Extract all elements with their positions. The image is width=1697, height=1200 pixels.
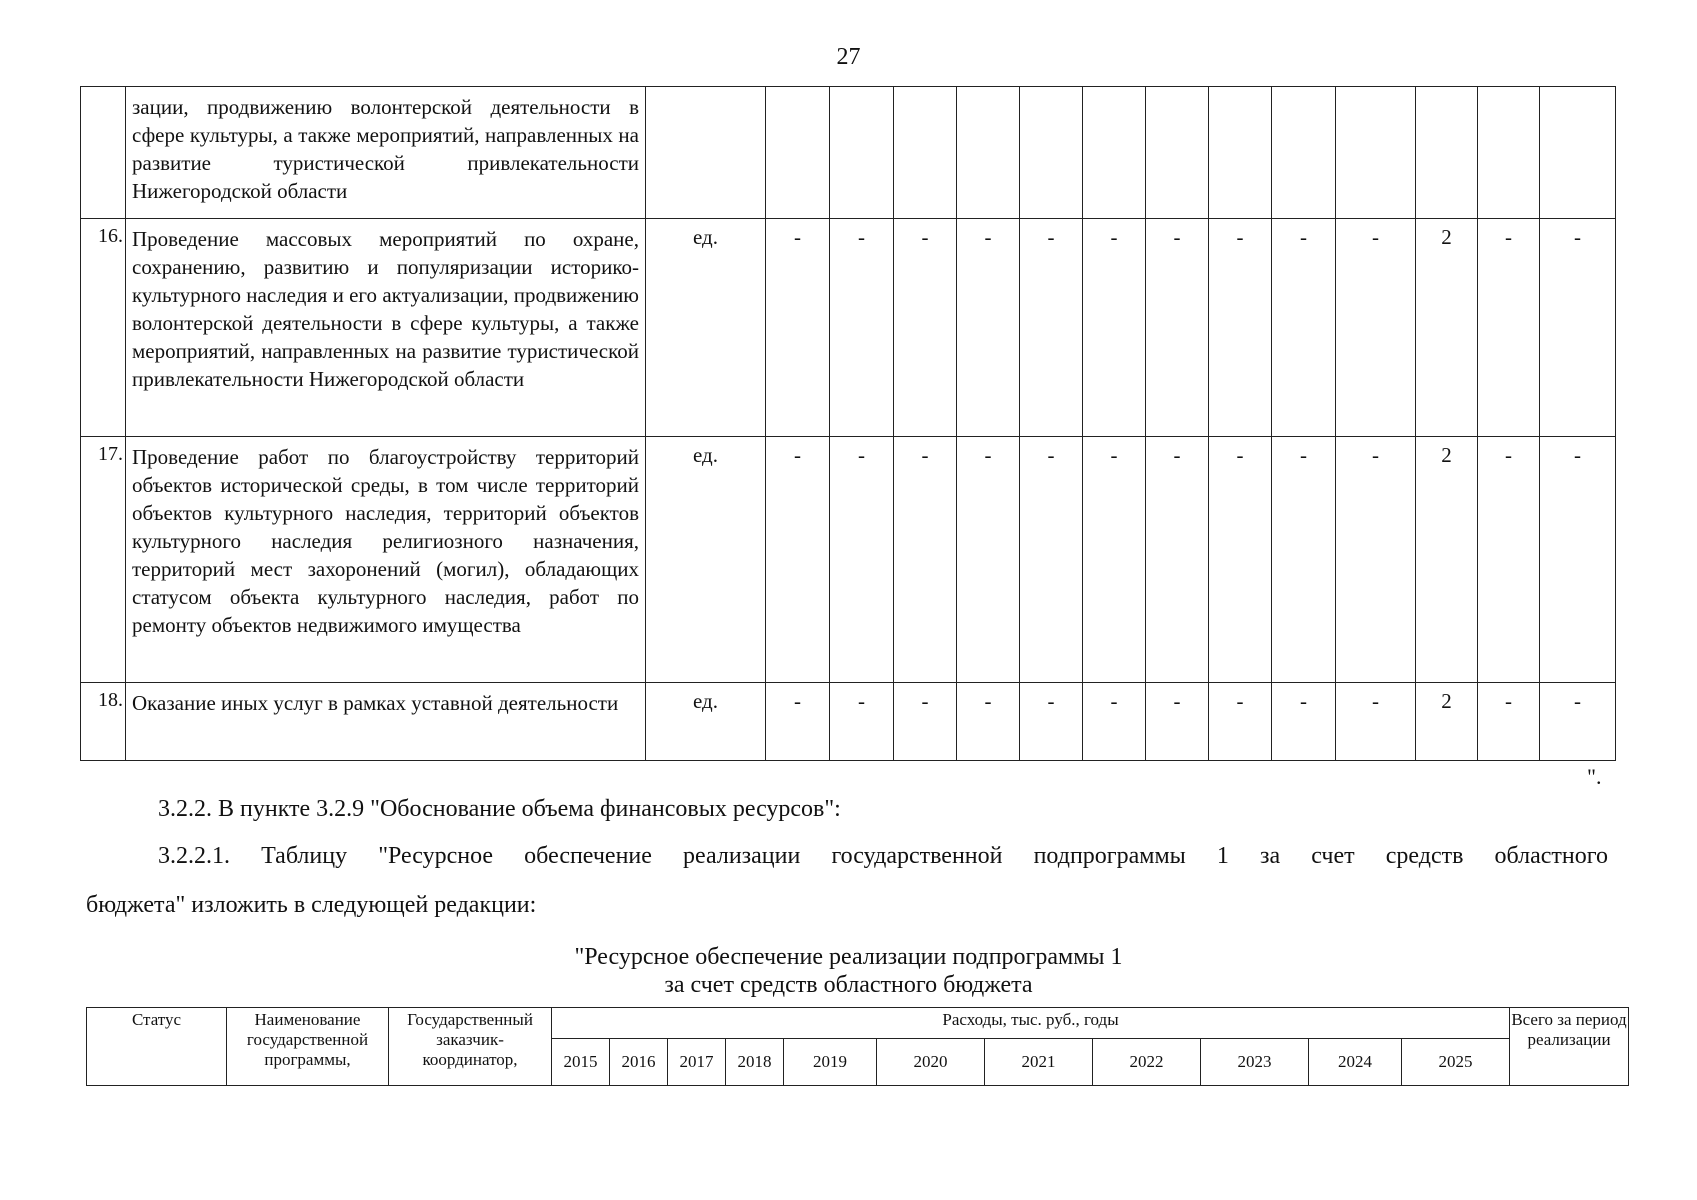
header-year: 2022 — [1093, 1039, 1201, 1086]
header-year: 2025 — [1402, 1039, 1510, 1086]
header-year: 2024 — [1309, 1039, 1402, 1086]
row-value: - — [1146, 219, 1209, 437]
header-year: 2020 — [877, 1039, 985, 1086]
row-value — [1272, 87, 1336, 219]
row-name: Проведение работ по благоустройству территорий объектов исторической среды, в том числе территорий объектов культурного наследия, территорий объектов культурного наследия религиозного назначения, территорий мест захоронений (могил), обладающих статусом объекта культурного наследия, работ по ремонту объектов недвижимого имущества — [126, 437, 646, 683]
row-value — [1416, 87, 1478, 219]
paragraph-continuation: бюджета" изложить в следующей редакции: — [86, 892, 537, 918]
row-value: - — [766, 683, 830, 761]
row-value: - — [830, 683, 894, 761]
header-total: Всего за период реализации — [1510, 1008, 1629, 1086]
row-value: - — [1272, 683, 1336, 761]
row-value — [1146, 87, 1209, 219]
row-value — [894, 87, 957, 219]
row-value: - — [1336, 219, 1416, 437]
row-value: - — [1020, 683, 1083, 761]
row-number — [81, 87, 126, 219]
row-value — [957, 87, 1020, 219]
resource-table-header — [86, 1007, 1629, 1086]
row-value: - — [1209, 219, 1272, 437]
row-name: зации, продвижению волонтерской деятельности в сфере культуры, а также мероприятий, направленных на развитие туристической привлекательности Нижегородской области — [126, 87, 646, 219]
row-value: - — [1020, 437, 1083, 683]
header-program-name: Наименование государственной программы, — [227, 1008, 389, 1086]
page-number: 27 — [836, 44, 861, 70]
row-value: - — [957, 683, 1020, 761]
row-value: - — [957, 437, 1020, 683]
header-expenses: Расходы, тыс. руб., годы — [552, 1008, 1510, 1039]
row-value: - — [957, 219, 1020, 437]
row-number: 17. — [81, 437, 126, 683]
paragraph-3-2-2-1: 3.2.2.1. Таблицу "Ресурсное обеспечение реализации государственной подпрограммы 1 за счет средств областного — [158, 843, 1608, 869]
row-value: - — [1478, 219, 1540, 437]
row-unit: ед. — [646, 219, 766, 437]
row-value — [766, 87, 830, 219]
row-number: 16. — [81, 219, 126, 437]
row-value: - — [1478, 683, 1540, 761]
header-year: 2015 — [552, 1039, 610, 1086]
row-value — [1336, 87, 1416, 219]
row-value: 2 — [1416, 437, 1478, 683]
row-value — [1540, 87, 1616, 219]
row-value: - — [1209, 437, 1272, 683]
table-row — [81, 219, 1616, 437]
header-year: 2017 — [668, 1039, 726, 1086]
table-row — [81, 437, 1616, 683]
row-value: - — [1540, 219, 1616, 437]
header-year: 2019 — [784, 1039, 877, 1086]
row-value: 2 — [1416, 219, 1478, 437]
row-value: - — [1336, 437, 1416, 683]
row-value: - — [1478, 437, 1540, 683]
header-year: 2018 — [726, 1039, 784, 1086]
indicator-table — [80, 86, 1616, 761]
row-value: - — [1272, 219, 1336, 437]
row-value: - — [1083, 219, 1146, 437]
row-value: - — [766, 219, 830, 437]
row-value: - — [1336, 683, 1416, 761]
row-name: Оказание иных услуг в рамках уставной деятельности — [126, 683, 646, 761]
row-value: - — [894, 437, 957, 683]
row-value: - — [1209, 683, 1272, 761]
row-value — [830, 87, 894, 219]
table-row — [81, 683, 1616, 761]
row-value: 2 — [1416, 683, 1478, 761]
row-value: - — [1146, 437, 1209, 683]
row-value — [1020, 87, 1083, 219]
header-customer: Государственный заказчик-координатор, — [389, 1008, 552, 1086]
row-value: - — [1272, 437, 1336, 683]
row-number: 18. — [81, 683, 126, 761]
paragraph-3-2-2: 3.2.2. В пункте 3.2.9 "Обоснование объема финансовых ресурсов": — [158, 796, 841, 822]
row-value — [1478, 87, 1540, 219]
row-value: - — [830, 219, 894, 437]
table-row — [81, 87, 1616, 219]
table-caption-line1: "Ресурсное обеспечение реализации подпрограммы 1 — [574, 944, 1123, 970]
row-value: - — [1146, 683, 1209, 761]
row-value: - — [1020, 219, 1083, 437]
row-value: - — [1083, 437, 1146, 683]
row-value — [1209, 87, 1272, 219]
closing-quote: ". — [1587, 764, 1602, 789]
row-unit: ед. — [646, 437, 766, 683]
row-value — [1083, 87, 1146, 219]
row-value: - — [830, 437, 894, 683]
row-name: Проведение массовых мероприятий по охране, сохранению, развитию и популяризации историко-культурного наследия и его актуализации, продвижению волонтерской деятельности в сфере культуры, а также мероприятий, направленных на развитие туристической привлекательности Нижегородской области — [126, 219, 646, 437]
header-year: 2021 — [985, 1039, 1093, 1086]
row-unit: ед. — [646, 683, 766, 761]
row-value: - — [1083, 683, 1146, 761]
row-value: - — [894, 683, 957, 761]
row-unit — [646, 87, 766, 219]
header-year: 2016 — [610, 1039, 668, 1086]
row-value: - — [766, 437, 830, 683]
header-year: 2023 — [1201, 1039, 1309, 1086]
table-caption-line2: за счет средств областного бюджета — [664, 972, 1033, 998]
row-value: - — [1540, 437, 1616, 683]
row-value: - — [894, 219, 957, 437]
header-status: Статус — [87, 1008, 227, 1086]
row-value: - — [1540, 683, 1616, 761]
